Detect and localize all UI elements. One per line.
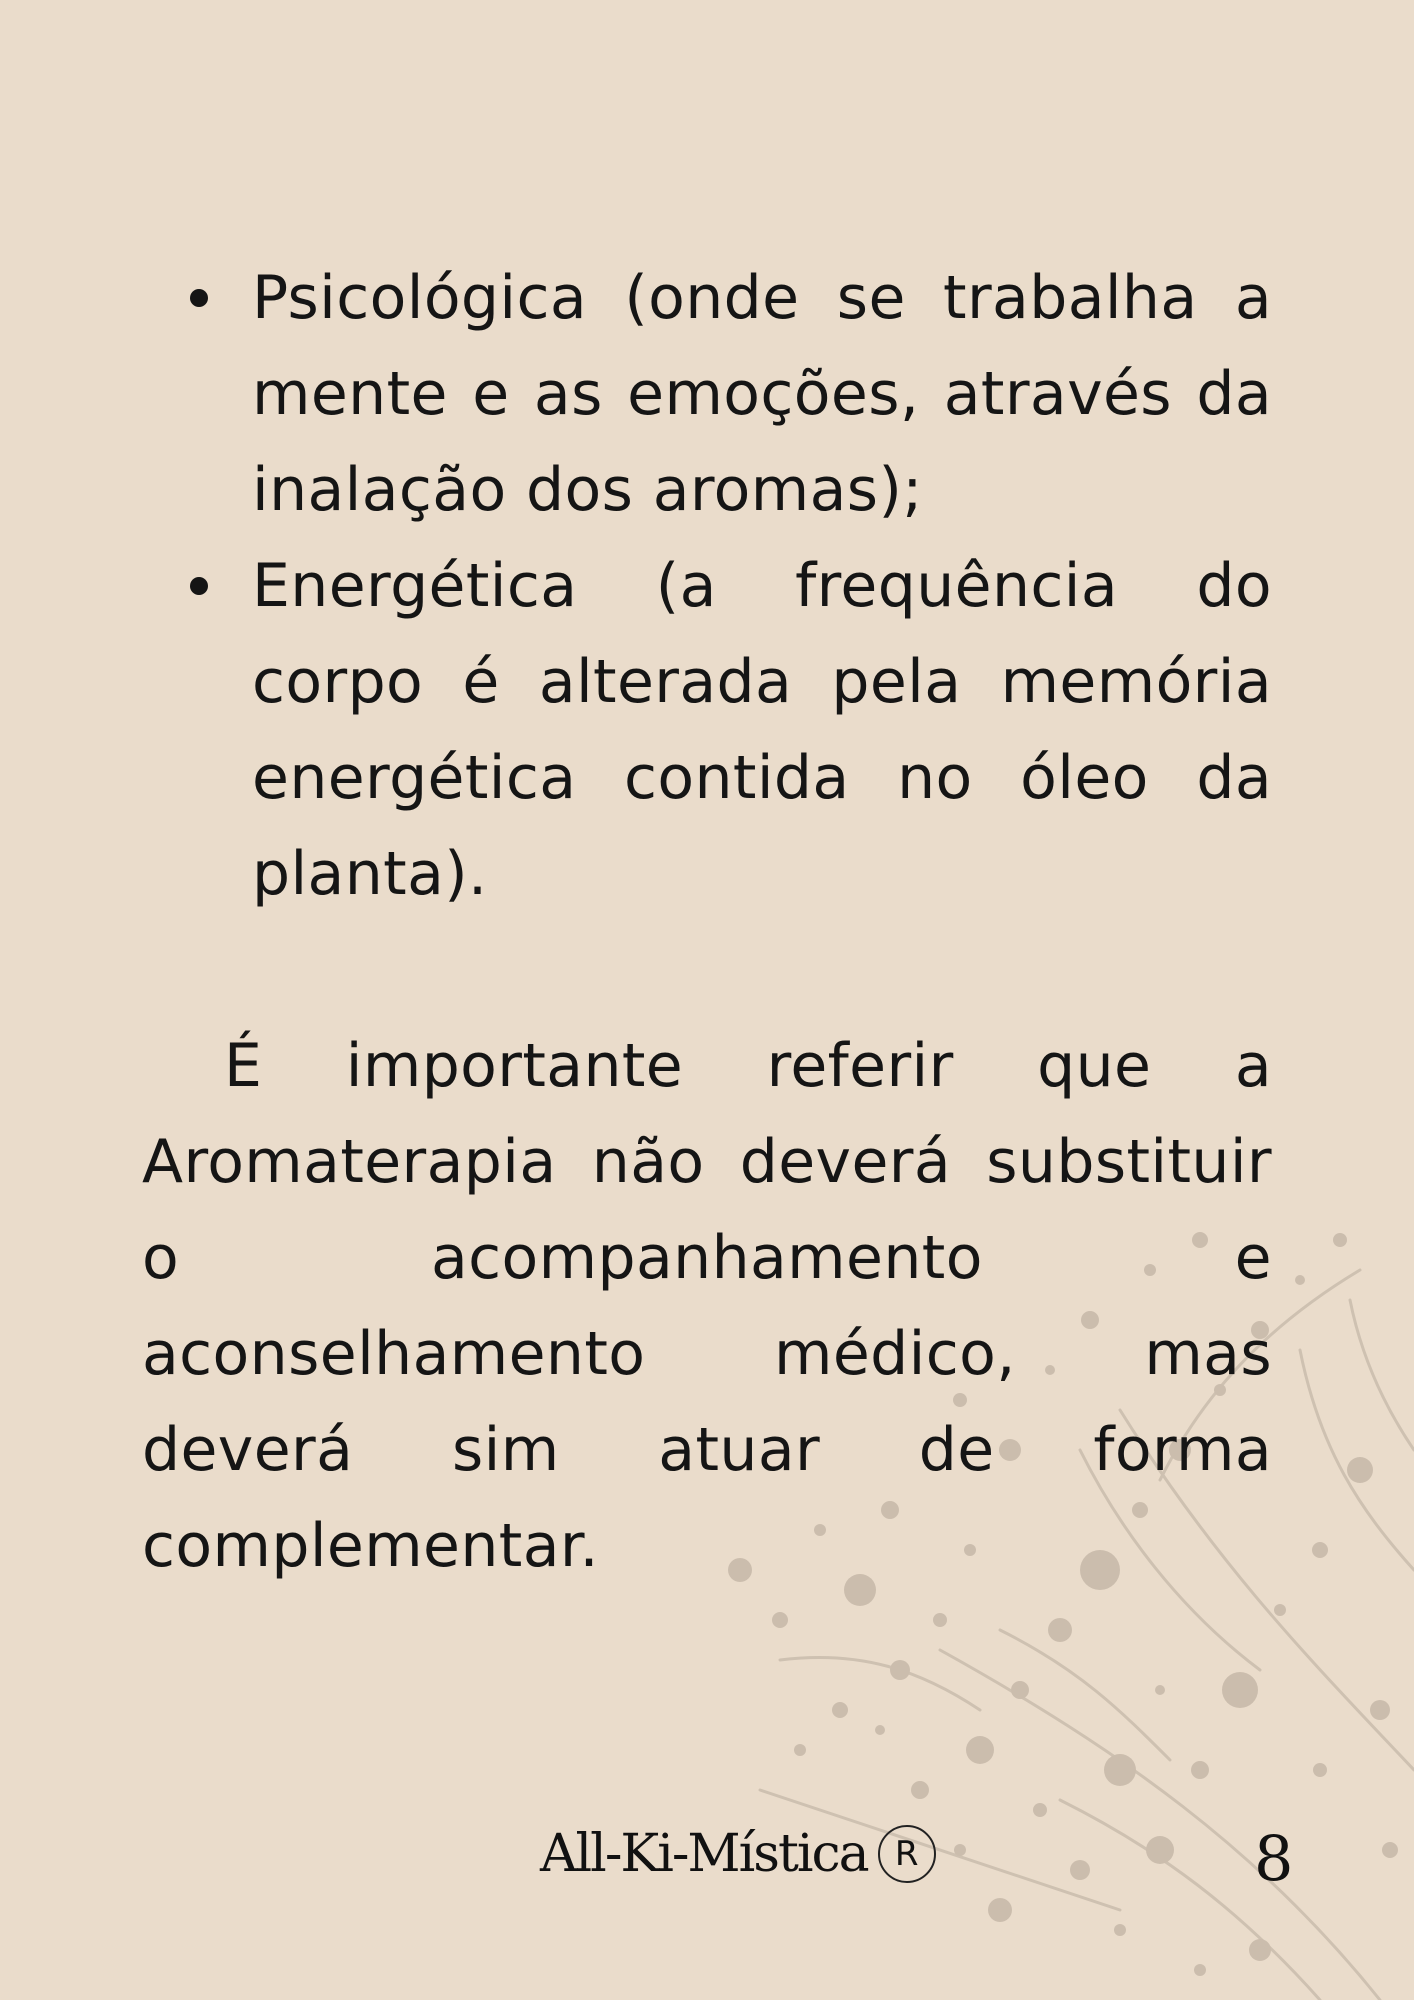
bullet-text: Psicológica (onde se trabalha a mente e as emoções, através da inalação dos aromas); <box>252 263 1272 525</box>
page-number: 8 <box>1254 1822 1294 1895</box>
brand-name: All-Ki-Mística <box>540 1824 868 1884</box>
footer-brand <box>540 1824 936 1884</box>
bullet-item-energetica <box>190 538 1272 922</box>
bullet-item-psicologica <box>190 250 1272 538</box>
bullet-dot-icon <box>190 577 208 595</box>
body-paragraph: É importante referir que a Aromaterapia não deverá substituir o acompanhamento e aconselhamento médico, mas deverá sim atuar de forma complementar. <box>142 1031 1272 1581</box>
bullet-list <box>190 250 1272 922</box>
bullet-text: Energética (a frequência do corpo é alterada pela memória energética contida no óleo da planta). <box>252 551 1272 909</box>
bullet-dot-icon <box>190 289 208 307</box>
registered-mark-icon: R <box>878 1825 936 1883</box>
